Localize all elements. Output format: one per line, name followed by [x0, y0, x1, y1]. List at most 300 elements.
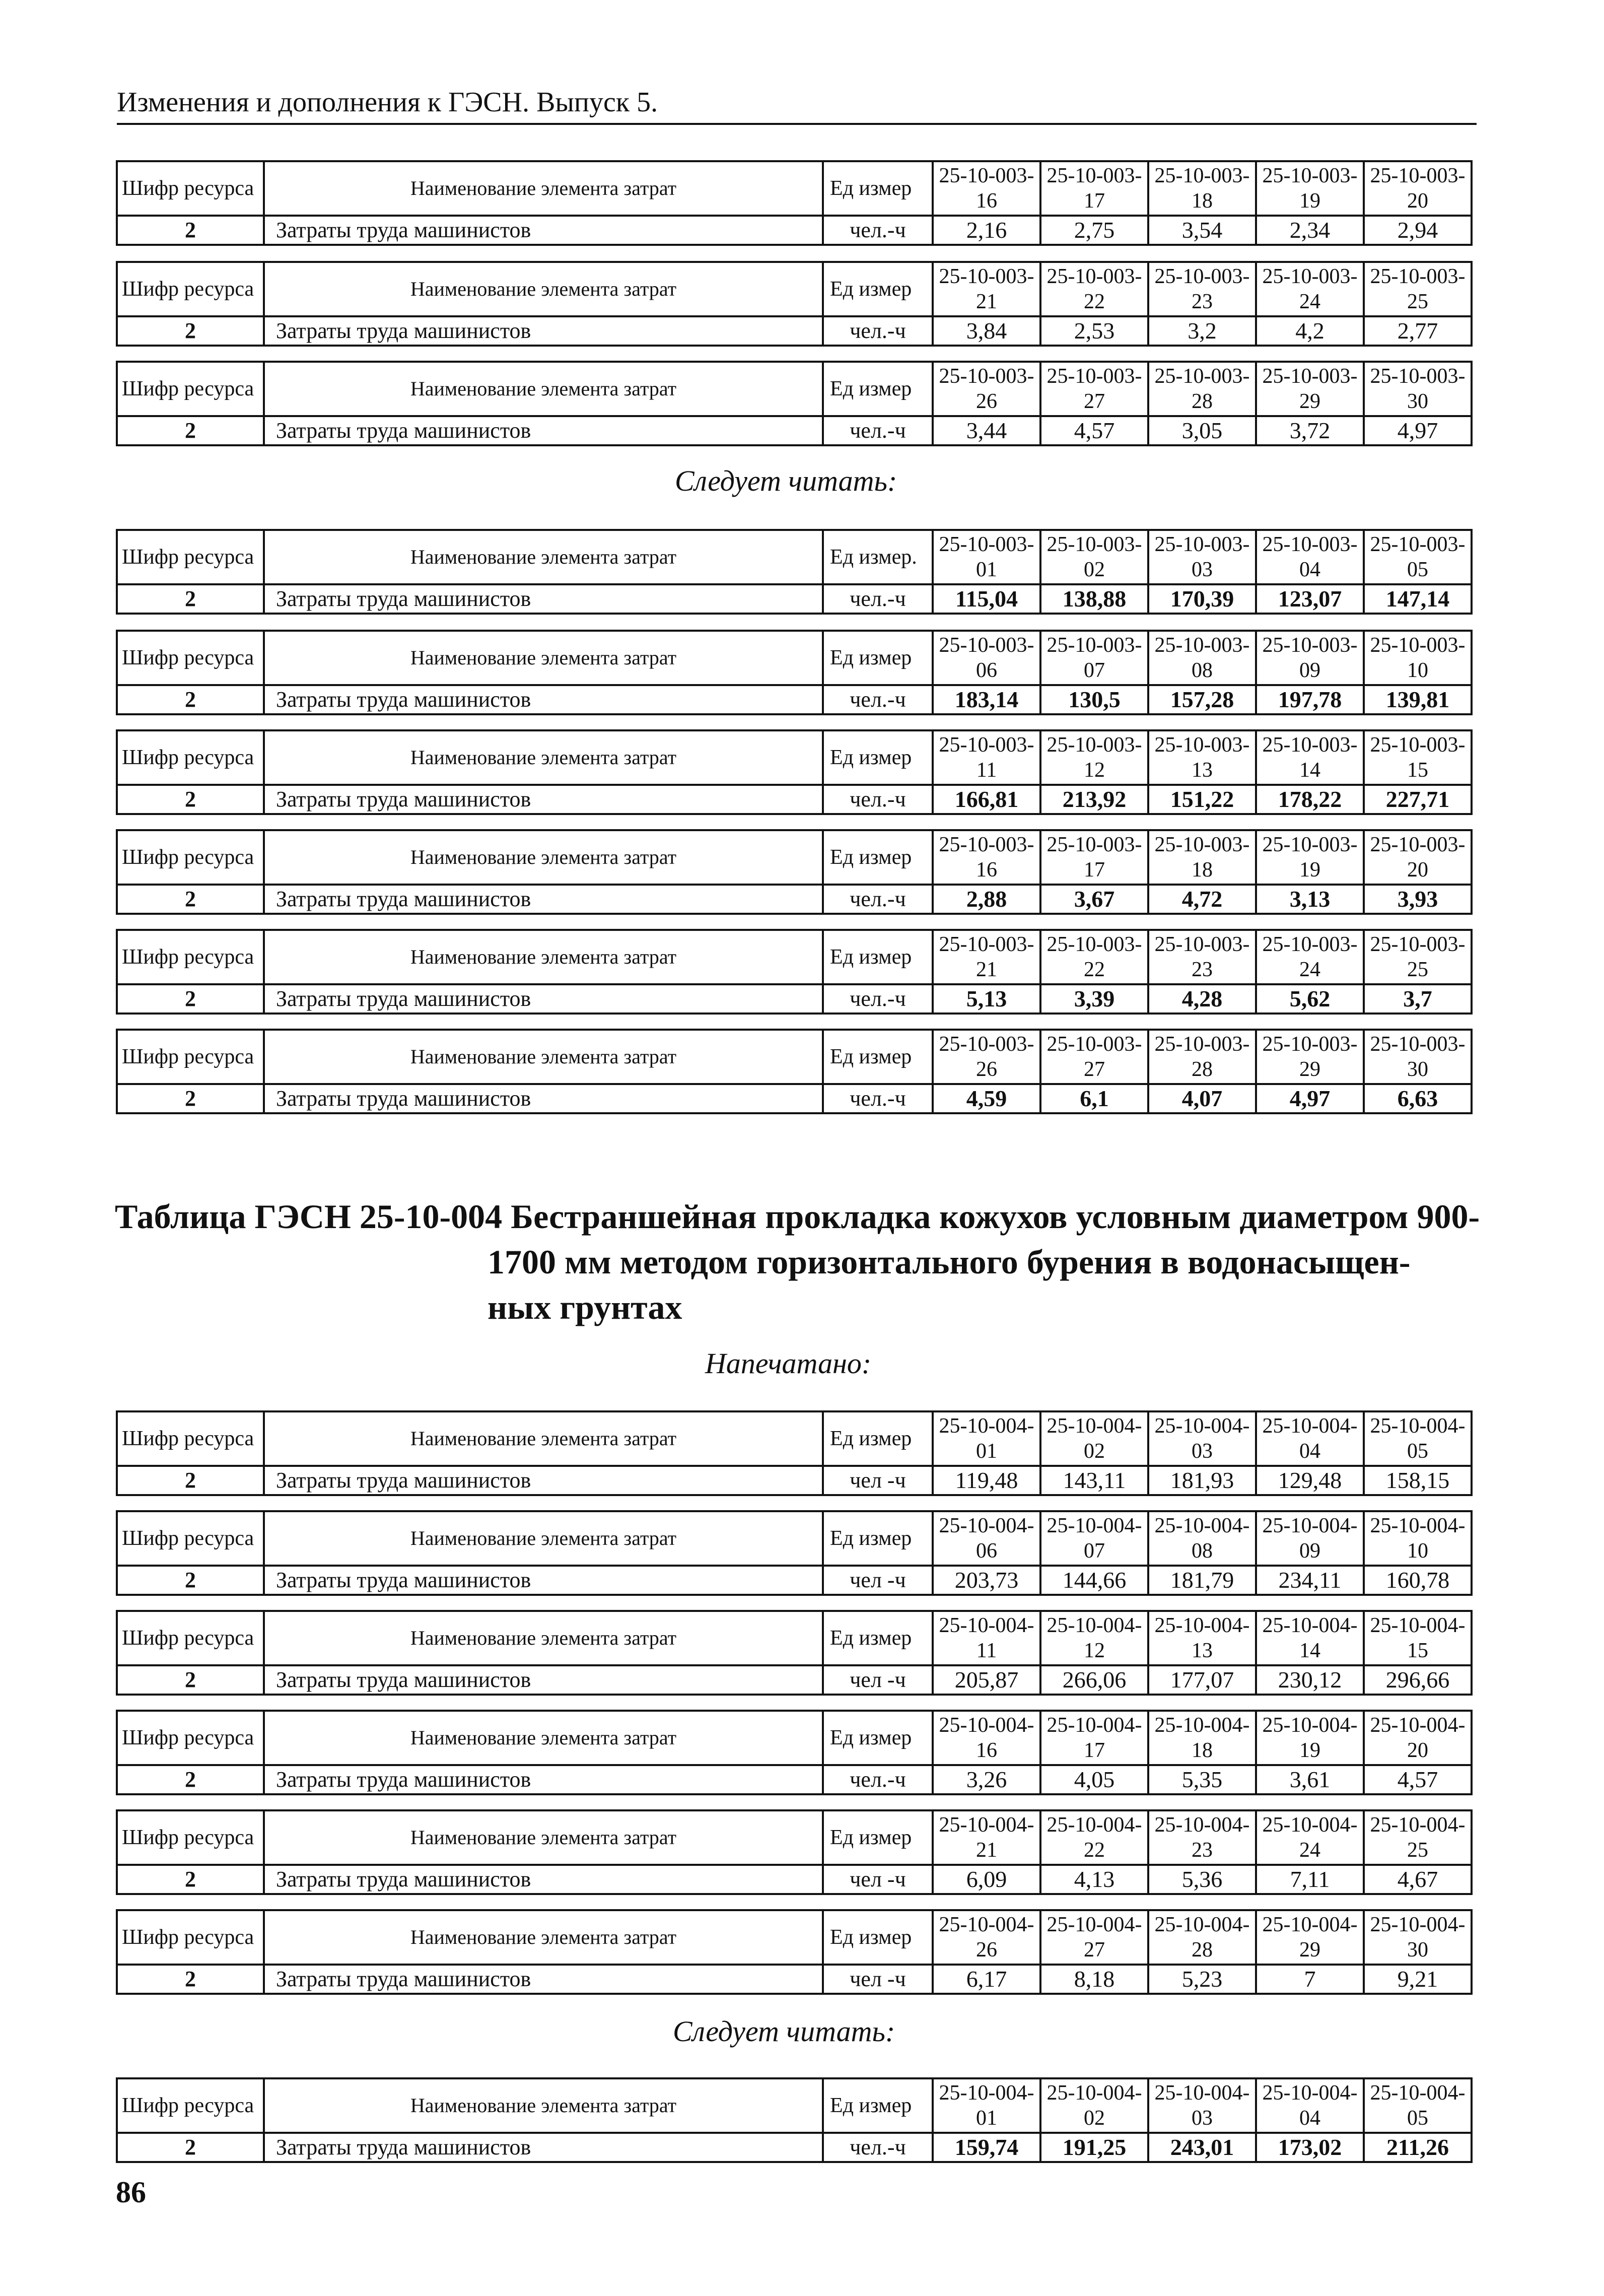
cipher-header: Шифр ресурса	[117, 1411, 264, 1466]
resource-table	[116, 261, 1471, 347]
value-cell: 5,36	[1148, 1865, 1256, 1894]
table-header-row	[117, 830, 1472, 885]
row-name: Затраты труда машинистов	[264, 216, 823, 245]
resource-code: 25-10-004-02	[1040, 1411, 1148, 1466]
value-cell: 3,13	[1256, 885, 1364, 914]
value-cell: 4,57	[1040, 416, 1148, 445]
row-name: Затраты труда машинистов	[264, 1665, 823, 1695]
value-cell: 4,72	[1148, 885, 1256, 914]
resource-code: 25-10-004-03	[1148, 1411, 1256, 1466]
value-cell: 3,05	[1148, 416, 1256, 445]
value-cell: 296,66	[1364, 1665, 1472, 1695]
section-label-printed: Напечатано:	[705, 1347, 872, 1380]
value-cell: 3,44	[933, 416, 1040, 445]
cost-table	[116, 1909, 1473, 1995]
unit-header: Ед измер	[823, 730, 933, 785]
cipher-header: Шифр ресурса	[117, 830, 264, 885]
table-header-row	[117, 1611, 1472, 1665]
resource-code: 25-10-003-21	[933, 930, 1040, 984]
resource-table	[116, 630, 1471, 715]
row-name: Затраты труда машинистов	[264, 984, 823, 1014]
resource-table	[116, 361, 1471, 446]
resource-code: 25-10-004-15	[1364, 1611, 1472, 1665]
resource-code: 25-10-003-02	[1040, 530, 1148, 584]
table-header-row	[117, 362, 1472, 416]
value-cell: 3,84	[933, 316, 1040, 346]
cost-table	[116, 261, 1473, 347]
resource-code: 25-10-004-07	[1040, 1511, 1148, 1566]
value-cell: 243,01	[1148, 2133, 1256, 2162]
value-cell: 6,17	[933, 1965, 1040, 1994]
name-header: Наименование элемента затрат	[264, 1711, 823, 1765]
resource-code: 25-10-003-23	[1148, 930, 1256, 984]
row-name: Затраты труда машинистов	[264, 885, 823, 914]
resource-code: 25-10-004-01	[933, 2078, 1040, 2133]
cipher-header: Шифр ресурса	[117, 161, 264, 216]
resource-code: 25-10-003-14	[1256, 730, 1364, 785]
unit-header: Ед измер.	[823, 530, 933, 584]
resource-table	[116, 1909, 1471, 1995]
value-cell: 178,22	[1256, 785, 1364, 814]
resource-code: 25-10-004-24	[1256, 1810, 1364, 1865]
cipher-header: Шифр ресурса	[117, 1611, 264, 1665]
row-unit: чел.-ч	[823, 685, 933, 714]
resource-code: 25-10-003-06	[933, 631, 1040, 685]
row-unit: чел.-ч	[823, 1765, 933, 1794]
value-cell: 227,71	[1364, 785, 1472, 814]
value-cell: 139,81	[1364, 685, 1472, 714]
resource-code: 25-10-004-10	[1364, 1511, 1472, 1566]
resource-code: 25-10-003-30	[1364, 362, 1472, 416]
cost-table	[116, 1029, 1473, 1114]
resource-code: 25-10-003-20	[1364, 161, 1472, 216]
value-cell: 230,12	[1256, 1665, 1364, 1695]
value-cell: 2,16	[933, 216, 1040, 245]
resource-table	[116, 2077, 1471, 2163]
value-cell: 4,67	[1364, 1865, 1472, 1894]
table-row	[117, 316, 1472, 346]
table-header-row	[117, 631, 1472, 685]
row-unit: чел.-ч	[823, 416, 933, 445]
name-header: Наименование элемента затрат	[264, 930, 823, 984]
name-header: Наименование элемента затрат	[264, 631, 823, 685]
name-header: Наименование элемента затрат	[264, 730, 823, 785]
resource-table	[116, 1610, 1471, 1696]
resource-code: 25-10-003-21	[933, 262, 1040, 316]
cipher-header: Шифр ресурса	[117, 1511, 264, 1566]
cost-table	[116, 2077, 1473, 2163]
value-cell: 2,88	[933, 885, 1040, 914]
resource-code: 25-10-003-10	[1364, 631, 1472, 685]
row-cipher: 2	[117, 216, 264, 245]
row-unit: чел -ч	[823, 1566, 933, 1595]
name-header: Наименование элемента затрат	[264, 161, 823, 216]
row-unit: чел.-ч	[823, 316, 933, 346]
value-cell: 157,28	[1148, 685, 1256, 714]
resource-code: 25-10-004-21	[933, 1810, 1040, 1865]
value-cell: 173,02	[1256, 2133, 1364, 2162]
value-cell: 181,79	[1148, 1566, 1256, 1595]
value-cell: 4,59	[933, 1084, 1040, 1113]
resource-table	[116, 829, 1471, 915]
value-cell: 183,14	[933, 685, 1040, 714]
name-header: Наименование элемента затрат	[264, 1511, 823, 1566]
row-cipher: 2	[117, 885, 264, 914]
unit-header: Ед измер	[823, 362, 933, 416]
resource-code: 25-10-003-29	[1256, 362, 1364, 416]
resource-code: 25-10-004-20	[1364, 1711, 1472, 1765]
row-name: Затраты труда машинистов	[264, 2133, 823, 2162]
value-cell: 138,88	[1040, 584, 1148, 614]
table-row	[117, 885, 1472, 914]
value-cell: 203,73	[933, 1566, 1040, 1595]
name-header: Наименование элемента затрат	[264, 830, 823, 885]
cost-table	[116, 1410, 1473, 1496]
row-cipher: 2	[117, 1865, 264, 1894]
row-cipher: 2	[117, 1965, 264, 1994]
resource-code: 25-10-004-26	[933, 1910, 1040, 1965]
table-header-row	[117, 1511, 1472, 1566]
resource-code: 25-10-004-12	[1040, 1611, 1148, 1665]
table-title-line-1: Таблица ГЭСН 25-10-004 Бестраншейная прокладка кожухов условным диаметром 900-	[115, 1197, 1480, 1236]
unit-header: Ед измер	[823, 631, 933, 685]
unit-header: Ед измер	[823, 830, 933, 885]
resource-table	[116, 160, 1471, 246]
resource-code: 25-10-004-29	[1256, 1910, 1364, 1965]
name-header: Наименование элемента затрат	[264, 1910, 823, 1965]
resource-code: 25-10-004-18	[1148, 1711, 1256, 1765]
value-cell: 4,57	[1364, 1765, 1472, 1794]
value-cell: 158,15	[1364, 1466, 1472, 1495]
resource-code: 25-10-004-28	[1148, 1910, 1256, 1965]
value-cell: 4,2	[1256, 316, 1364, 346]
resource-code: 25-10-003-30	[1364, 1030, 1472, 1084]
table-row	[117, 685, 1472, 714]
value-cell: 8,18	[1040, 1965, 1148, 1994]
cipher-header: Шифр ресурса	[117, 2078, 264, 2133]
resource-code: 25-10-003-27	[1040, 362, 1148, 416]
resource-table	[116, 1809, 1471, 1895]
cipher-header: Шифр ресурса	[117, 1810, 264, 1865]
cipher-header: Шифр ресурса	[117, 930, 264, 984]
name-header: Наименование элемента затрат	[264, 530, 823, 584]
cost-table	[116, 160, 1473, 246]
table-row	[117, 1566, 1472, 1595]
table-header-row	[117, 1411, 1472, 1466]
unit-header: Ед измер	[823, 1711, 933, 1765]
resource-code: 25-10-003-03	[1148, 530, 1256, 584]
resource-code: 25-10-003-25	[1364, 262, 1472, 316]
table-header-row	[117, 1810, 1472, 1865]
value-cell: 3,26	[933, 1765, 1040, 1794]
row-name: Затраты труда машинистов	[264, 416, 823, 445]
resource-code: 25-10-003-17	[1040, 161, 1148, 216]
resource-code: 25-10-003-09	[1256, 631, 1364, 685]
cipher-header: Шифр ресурса	[117, 530, 264, 584]
value-cell: 5,13	[933, 984, 1040, 1014]
value-cell: 3,39	[1040, 984, 1148, 1014]
table-row	[117, 1765, 1472, 1794]
name-header: Наименование элемента затрат	[264, 1411, 823, 1466]
value-cell: 170,39	[1148, 584, 1256, 614]
table-header-row	[117, 262, 1472, 316]
value-cell: 3,54	[1148, 216, 1256, 245]
value-cell: 7	[1256, 1965, 1364, 1994]
row-unit: чел.-ч	[823, 584, 933, 614]
row-unit: чел.-ч	[823, 785, 933, 814]
value-cell: 160,78	[1364, 1566, 1472, 1595]
resource-table	[116, 729, 1471, 815]
resource-code: 25-10-004-13	[1148, 1611, 1256, 1665]
value-cell: 4,13	[1040, 1865, 1148, 1894]
running-header: Изменения и дополнения к ГЭСН. Выпуск 5.	[117, 85, 1477, 125]
resource-code: 25-10-003-24	[1256, 930, 1364, 984]
resource-table	[116, 529, 1471, 615]
resource-code: 25-10-004-03	[1148, 2078, 1256, 2133]
resource-code: 25-10-003-17	[1040, 830, 1148, 885]
row-name: Затраты труда машинистов	[264, 1765, 823, 1794]
resource-code: 25-10-004-16	[933, 1711, 1040, 1765]
value-cell: 6,1	[1040, 1084, 1148, 1113]
resource-code: 25-10-003-24	[1256, 262, 1364, 316]
resource-table	[116, 1029, 1471, 1114]
cost-table	[116, 1710, 1473, 1795]
value-cell: 144,66	[1040, 1566, 1148, 1595]
cost-table	[116, 630, 1473, 715]
table-row	[117, 1865, 1472, 1894]
value-cell: 2,53	[1040, 316, 1148, 346]
cost-table	[116, 1809, 1473, 1895]
value-cell: 151,22	[1148, 785, 1256, 814]
resource-code: 25-10-003-23	[1148, 262, 1256, 316]
resource-code: 25-10-004-05	[1364, 2078, 1472, 2133]
table-row	[117, 785, 1472, 814]
name-header: Наименование элемента затрат	[264, 1611, 823, 1665]
resource-code: 25-10-004-25	[1364, 1810, 1472, 1865]
resource-code: 25-10-003-26	[933, 362, 1040, 416]
value-cell: 2,34	[1256, 216, 1364, 245]
resource-table	[116, 1410, 1471, 1496]
value-cell: 166,81	[933, 785, 1040, 814]
resource-code: 25-10-003-15	[1364, 730, 1472, 785]
resource-code: 25-10-004-04	[1256, 2078, 1364, 2133]
cipher-header: Шифр ресурса	[117, 730, 264, 785]
cipher-header: Шифр ресурса	[117, 362, 264, 416]
name-header: Наименование элемента затрат	[264, 2078, 823, 2133]
value-cell: 3,2	[1148, 316, 1256, 346]
resource-code: 25-10-003-22	[1040, 262, 1148, 316]
resource-code: 25-10-004-19	[1256, 1711, 1364, 1765]
value-cell: 4,28	[1148, 984, 1256, 1014]
page-number: 86	[116, 2176, 146, 2209]
resource-code: 25-10-003-13	[1148, 730, 1256, 785]
row-cipher: 2	[117, 316, 264, 346]
row-name: Затраты труда машинистов	[264, 316, 823, 346]
value-cell: 213,92	[1040, 785, 1148, 814]
resource-code: 25-10-004-01	[933, 1411, 1040, 1466]
unit-header: Ед измер	[823, 1411, 933, 1466]
resource-table	[116, 929, 1471, 1015]
resource-code: 25-10-004-30	[1364, 1910, 1472, 1965]
row-unit: чел -ч	[823, 1865, 933, 1894]
value-cell: 4,97	[1256, 1084, 1364, 1113]
cost-table	[116, 729, 1473, 815]
resource-code: 25-10-003-16	[933, 830, 1040, 885]
cost-table	[116, 929, 1473, 1015]
resource-code: 25-10-003-08	[1148, 631, 1256, 685]
resource-code: 25-10-003-05	[1364, 530, 1472, 584]
unit-header: Ед измер	[823, 1810, 933, 1865]
name-header: Наименование элемента затрат	[264, 1030, 823, 1084]
row-unit: чел.-ч	[823, 2133, 933, 2162]
table-header-row	[117, 1910, 1472, 1965]
unit-header: Ед измер	[823, 161, 933, 216]
resource-code: 25-10-004-14	[1256, 1611, 1364, 1665]
table-header-row	[117, 530, 1472, 584]
row-cipher: 2	[117, 584, 264, 614]
table-row	[117, 1965, 1472, 1994]
cipher-header: Шифр ресурса	[117, 1910, 264, 1965]
table-title	[115, 1194, 1485, 1330]
row-unit: чел.-ч	[823, 1084, 933, 1113]
cipher-header: Шифр ресурса	[117, 262, 264, 316]
resource-code: 25-10-003-29	[1256, 1030, 1364, 1084]
row-cipher: 2	[117, 416, 264, 445]
table-title-line-2: 1700 мм методом горизонтального бурения в водонасыщен-	[487, 1243, 1411, 1281]
unit-header: Ед измер	[823, 1611, 933, 1665]
value-cell: 2,75	[1040, 216, 1148, 245]
table-header-row	[117, 1030, 1472, 1084]
cipher-header: Шифр ресурса	[117, 1030, 264, 1084]
value-cell: 6,63	[1364, 1084, 1472, 1113]
row-cipher: 2	[117, 1084, 264, 1113]
value-cell: 191,25	[1040, 2133, 1148, 2162]
value-cell: 234,11	[1256, 1566, 1364, 1595]
resource-code: 25-10-003-19	[1256, 161, 1364, 216]
value-cell: 4,05	[1040, 1765, 1148, 1794]
row-name: Затраты труда машинистов	[264, 1865, 823, 1894]
resource-code: 25-10-004-05	[1364, 1411, 1472, 1466]
resource-table	[116, 1710, 1471, 1795]
resource-code: 25-10-004-02	[1040, 2078, 1148, 2133]
unit-header: Ед измер	[823, 1910, 933, 1965]
table-header-row	[117, 930, 1472, 984]
table-header-row	[117, 730, 1472, 785]
value-cell: 266,06	[1040, 1665, 1148, 1695]
row-name: Затраты труда машинистов	[264, 1965, 823, 1994]
value-cell: 197,78	[1256, 685, 1364, 714]
row-cipher: 2	[117, 2133, 264, 2162]
value-cell: 3,72	[1256, 416, 1364, 445]
table-row	[117, 984, 1472, 1014]
table-row	[117, 216, 1472, 245]
value-cell: 5,35	[1148, 1765, 1256, 1794]
value-cell: 177,07	[1148, 1665, 1256, 1695]
name-header: Наименование элемента затрат	[264, 1810, 823, 1865]
resource-code: 25-10-004-09	[1256, 1511, 1364, 1566]
row-name: Затраты труда машинистов	[264, 1084, 823, 1113]
resource-code: 25-10-003-12	[1040, 730, 1148, 785]
value-cell: 4,97	[1364, 416, 1472, 445]
resource-code: 25-10-003-22	[1040, 930, 1148, 984]
resource-code: 25-10-003-04	[1256, 530, 1364, 584]
value-cell: 115,04	[933, 584, 1040, 614]
resource-code: 25-10-003-19	[1256, 830, 1364, 885]
resource-code: 25-10-003-26	[933, 1030, 1040, 1084]
row-name: Затраты труда машинистов	[264, 1466, 823, 1495]
resource-code: 25-10-004-04	[1256, 1411, 1364, 1466]
resource-table	[116, 1510, 1471, 1596]
cost-table	[116, 829, 1473, 915]
row-unit: чел -ч	[823, 1665, 933, 1695]
row-cipher: 2	[117, 1566, 264, 1595]
row-name: Затраты труда машинистов	[264, 685, 823, 714]
cost-table	[116, 1610, 1473, 1696]
cipher-header: Шифр ресурса	[117, 631, 264, 685]
table-row	[117, 416, 1472, 445]
resource-code: 25-10-004-23	[1148, 1810, 1256, 1865]
resource-code: 25-10-003-18	[1148, 161, 1256, 216]
row-unit: чел.-ч	[823, 984, 933, 1014]
value-cell: 211,26	[1364, 2133, 1472, 2162]
resource-code: 25-10-003-28	[1148, 1030, 1256, 1084]
value-cell: 181,93	[1148, 1466, 1256, 1495]
table-row	[117, 584, 1472, 614]
value-cell: 2,94	[1364, 216, 1472, 245]
row-unit: чел -ч	[823, 1965, 933, 1994]
value-cell: 3,93	[1364, 885, 1472, 914]
row-cipher: 2	[117, 1765, 264, 1794]
value-cell: 5,62	[1256, 984, 1364, 1014]
unit-header: Ед измер	[823, 1511, 933, 1566]
value-cell: 6,09	[933, 1865, 1040, 1894]
cost-table	[116, 361, 1473, 446]
value-cell: 3,7	[1364, 984, 1472, 1014]
row-unit: чел.-ч	[823, 216, 933, 245]
value-cell: 5,23	[1148, 1965, 1256, 1994]
resource-code: 25-10-004-06	[933, 1511, 1040, 1566]
resource-code: 25-10-003-16	[933, 161, 1040, 216]
section-label-read-as-2: Следует читать:	[673, 2015, 895, 2048]
table-row	[117, 1084, 1472, 1113]
cipher-header: Шифр ресурса	[117, 1711, 264, 1765]
resource-code: 25-10-004-22	[1040, 1810, 1148, 1865]
resource-code: 25-10-003-27	[1040, 1030, 1148, 1084]
row-name: Затраты труда машинистов	[264, 785, 823, 814]
resource-code: 25-10-003-01	[933, 530, 1040, 584]
value-cell: 3,61	[1256, 1765, 1364, 1794]
value-cell: 130,5	[1040, 685, 1148, 714]
value-cell: 3,67	[1040, 885, 1148, 914]
row-name: Затраты труда машинистов	[264, 584, 823, 614]
resource-code: 25-10-003-20	[1364, 830, 1472, 885]
value-cell: 129,48	[1256, 1466, 1364, 1495]
table-title-line-3: ных грунтах	[487, 1288, 682, 1326]
resource-code: 25-10-004-17	[1040, 1711, 1148, 1765]
value-cell: 7,11	[1256, 1865, 1364, 1894]
value-cell: 2,77	[1364, 316, 1472, 346]
table-row	[117, 1466, 1472, 1495]
value-cell: 123,07	[1256, 584, 1364, 614]
section-label-read-as: Следует читать:	[675, 464, 897, 497]
resource-code: 25-10-004-27	[1040, 1910, 1148, 1965]
cost-table	[116, 1510, 1473, 1596]
table-header-row	[117, 2078, 1472, 2133]
name-header: Наименование элемента затрат	[264, 362, 823, 416]
name-header: Наименование элемента затрат	[264, 262, 823, 316]
value-cell: 9,21	[1364, 1965, 1472, 1994]
unit-header: Ед измер	[823, 930, 933, 984]
